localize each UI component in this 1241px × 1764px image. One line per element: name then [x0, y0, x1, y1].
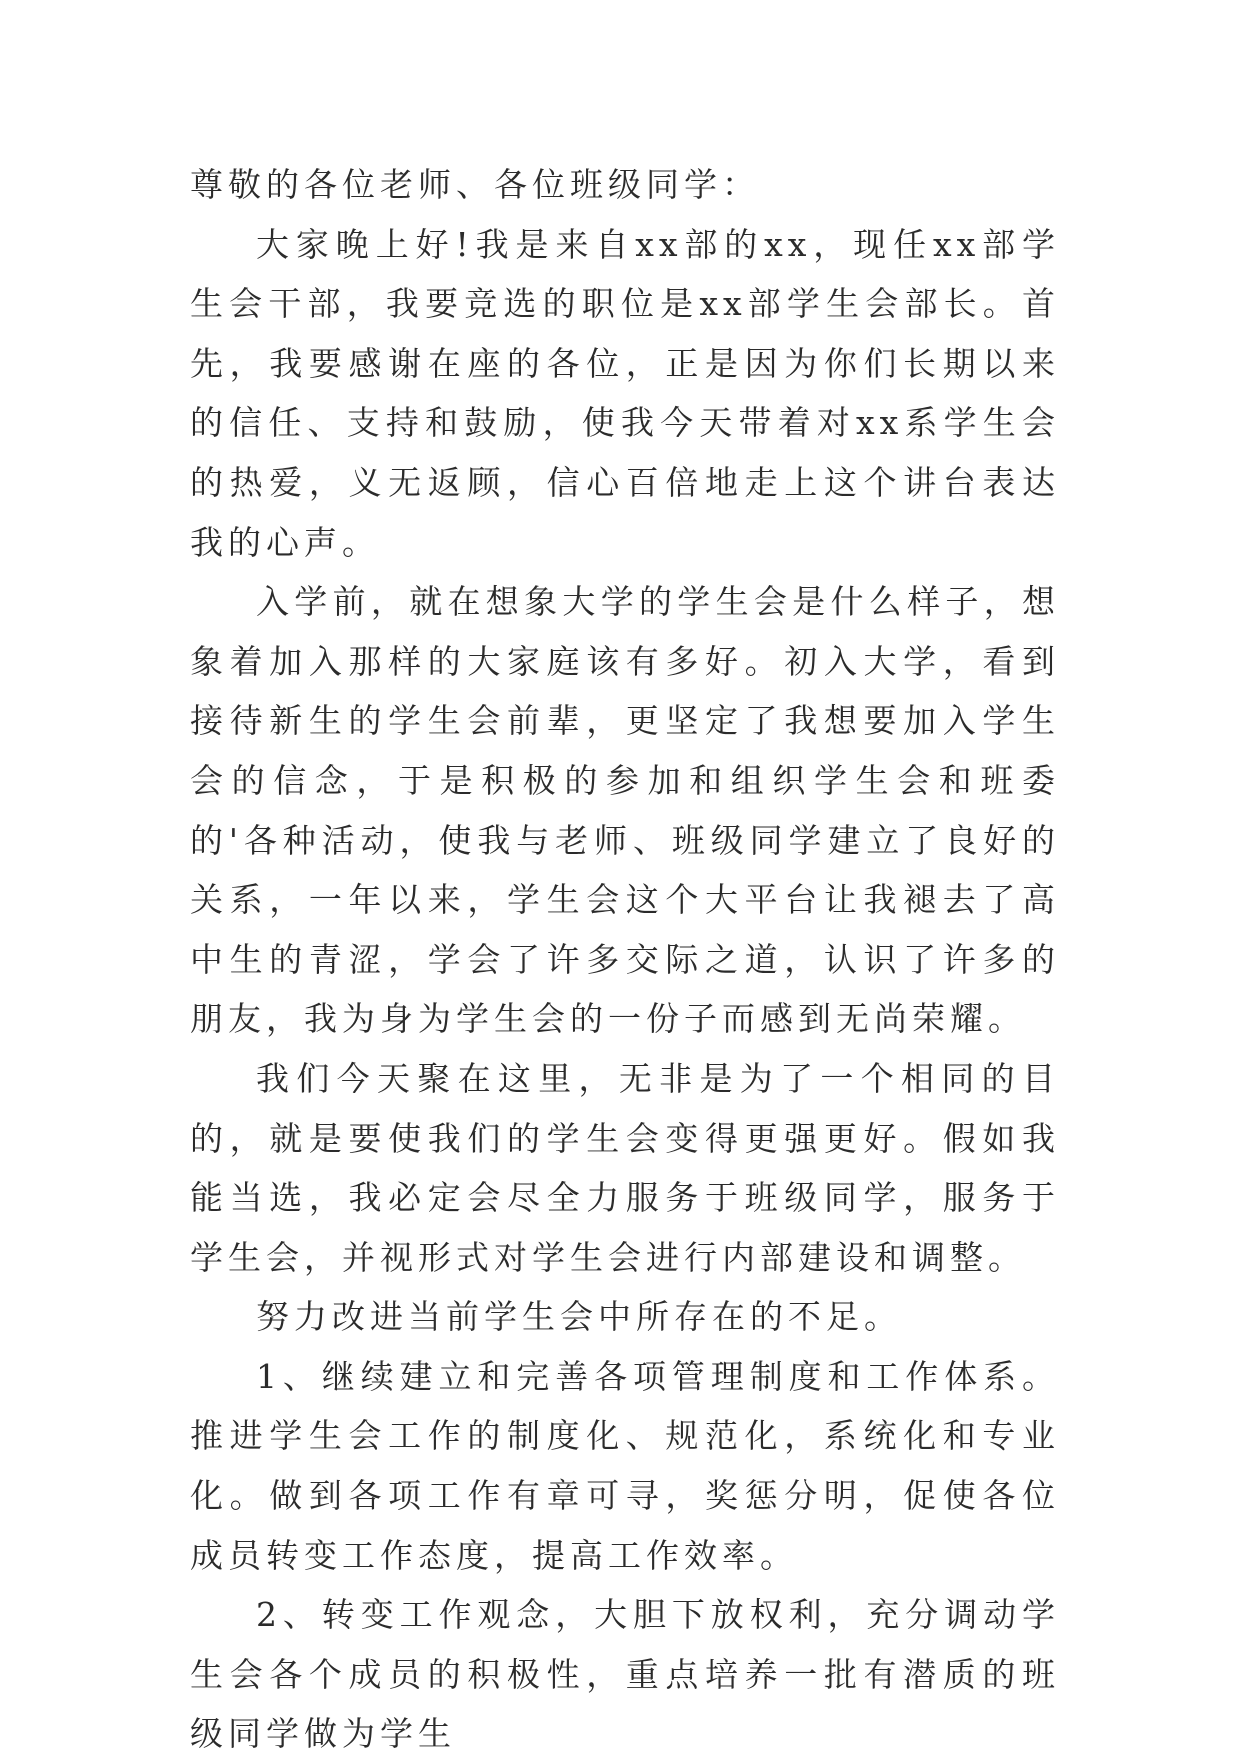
paragraph-background: 入学前，就在想象大学的学生会是什么样子，想象着加入那样的大家庭该有多好。初入大学，看到接待新生的学生会前辈，更坚定了我想要加入学生会的信念，于是积极的参加和组织学生会和班委的'各种活动，使我与老师、班级同学建立了良好的关系，一年以来，学生会这个大平台让我褪去了高中生的青涩，学会了许多交际之道，认识了许多的朋友，我为身为学生会的一份子而感到无尚荣耀。: [190, 582, 1060, 1039]
paragraph-purpose: 我们今天聚在这里，无非是为了一个相同的目的，就是要使我们的学生会变得更强更好。假如我能当选，我必定会尽全力服务于班级同学，服务于学生会，并视形式对学生会进行内部建设和调整。: [190, 1058, 1060, 1277]
salutation: 尊敬的各位老师、各位班级同学：: [190, 165, 760, 204]
document-body: [190, 155, 1060, 1764]
paragraph-improvement: 努力改进当前学生会中所存在的不足。: [256, 1297, 902, 1337]
paragraph-greeting: 大家晚上好!我是来自xx部的xx，现任xx部学生会干部，我要竞选的职位是xx部学生会部长。首先，我要感谢在座的各位，正是因为你们长期以来的信任、支持和鼓励，使我今天带着对xx系学生会的热爱，义无返顾，信心百倍地走上这个讲台表达我的心声。: [190, 224, 1060, 562]
paragraph-point-2: 2、转变工作观念，大胆下放权利，充分调动学生会各个成员的积极性，重点培养一批有潜质的班级同学做为学生: [190, 1595, 1060, 1754]
paragraph-point-1: 1、继续建立和完善各项管理制度和工作体系。推进学生会工作的制度化、规范化，系统化和专业化。做到各项工作有章可寻，奖惩分明，促使各位成员转变工作态度，提高工作效率。: [190, 1356, 1060, 1575]
